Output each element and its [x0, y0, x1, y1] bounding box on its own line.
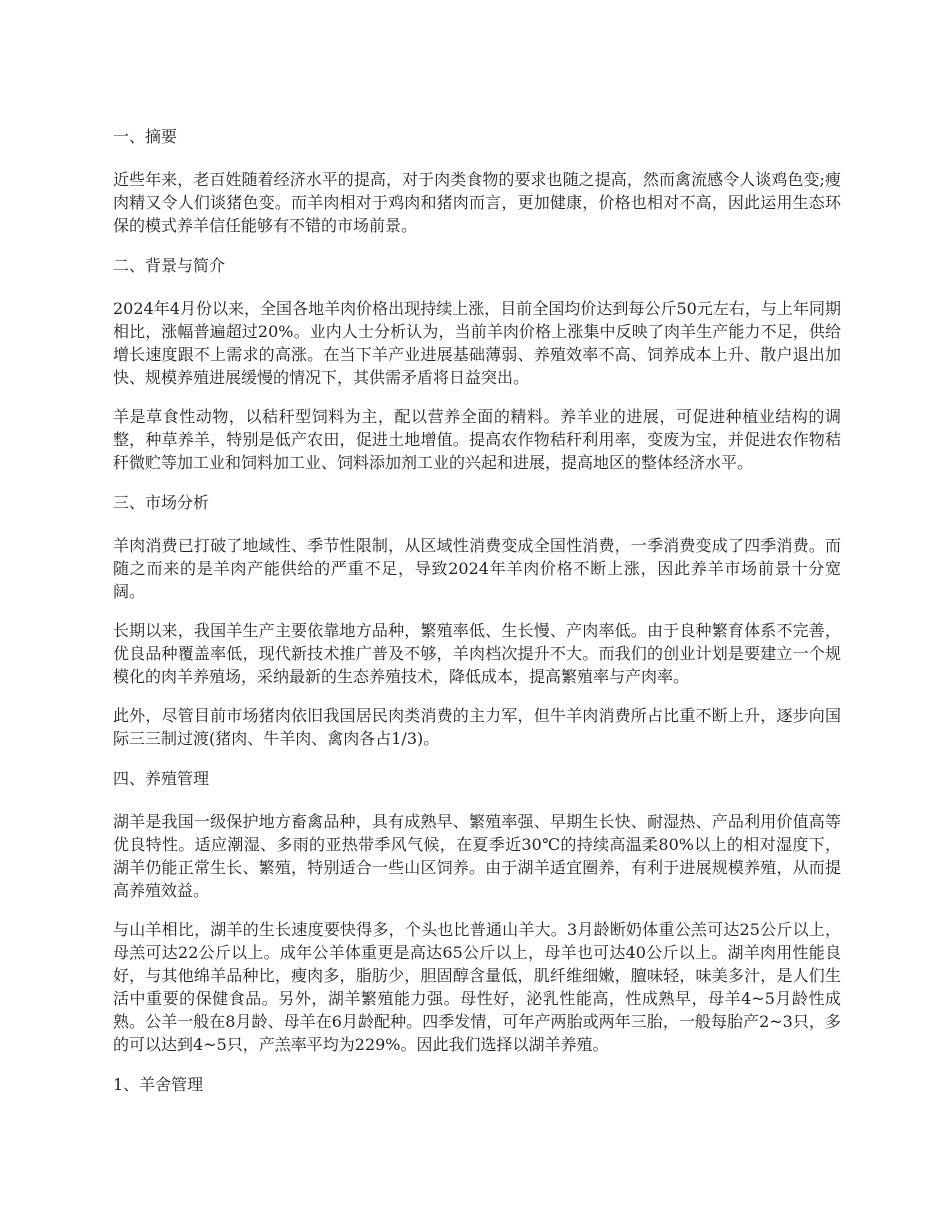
background-paragraph-2: 羊是草食性动物，以秸秆型饲料为主，配以营养全面的精料。养羊业的进展，可促进种植业结构的调整，种草养羊，特别是低产农田，促进土地增值。提高农作物秸秆利用率，变废为宝，并促进农作物秸秆微贮等加工业和饲料加工业、饲料添加剂工业的兴起和进展，提高地区的整体经济水平。 [113, 407, 841, 472]
market-paragraph-1: 羊肉消费已打破了地域性、季节性限制，从区域性消费变成全国性消费，一季消费变成了四季消费。而随之而来的是羊肉产能供给的严重不足，导致2024年羊肉价格不断上涨，因此养羊市场前景十分宽阔。 [113, 536, 841, 601]
section-heading-background: 二、背景与简介 [113, 256, 226, 275]
breeding-paragraph-1: 湖羊是我国一级保护地方畜禽品种，具有成熟早、繁殖率强、早期生长快、耐湿热、产品利用价值高等优良特性。适应潮湿、多雨的亚热带季风气候，在夏季近30℃的持续高温柔80%以上的相对湿度下，湖羊仍能正常生长、繁殖，特别适合一些山区饲养。由于湖羊适宜圈养，有利于进展规模养殖，从而提高养殖效益。 [113, 812, 841, 900]
document-page [113, 124, 841, 1116]
abstract-paragraph: 近些年来，老百姓随着经济水平的提高，对于肉类食物的要求也随之提高，然而禽流感令人谈鸡色变;瘦肉精又令人们谈猪色变。而羊肉相对于鸡肉和猪肉而言，更加健康，价格也相对不高，因此运用生态环保的模式养羊信任能够有不错的市场前景。 [113, 170, 841, 235]
market-paragraph-3: 此外，尽管目前市场猪肉依旧我国居民肉类消费的主力军，但牛羊肉消费所占比重不断上升，逐步向国际三三制过渡(猪肉、牛羊肉、禽肉各占1/3)。 [113, 706, 841, 748]
section-heading-abstract: 一、摘要 [113, 127, 178, 146]
subsection-heading-sheep-house: 1、羊舍管理 [113, 1075, 204, 1094]
section-heading-breeding-management: 四、养殖管理 [113, 769, 210, 788]
market-paragraph-2: 长期以来，我国羊生产主要依靠地方品种，繁殖率低、生长慢、产肉率低。由于良种繁育体系不完善，优良品种覆盖率低，现代新技术推广普及不够，羊肉档次提升不大。而我们的创业计划是要建立一个规模化的肉羊养殖场，采纳最新的生态养殖技术，降低成本，提高繁殖率与产肉率。 [113, 621, 841, 686]
breeding-paragraph-2: 与山羊相比，湖羊的生长速度要快得多，个头也比普通山羊大。3月龄断奶体重公羔可达25公斤以上，母羔可达22公斤以上。成年公羊体重更是高达65公斤以上，母羊也可达40公斤以上。湖羊肉用性能良好，与其他绵羊品种比，瘦肉多，脂肪少，胆固醇含量低，肌纤维细嫩，膻味轻，味美多汁，是人们生活中重要的保健食品。另外，湖羊繁殖能力强。母性好，泌乳性能高，性成熟早，母羊4~5月龄性成熟。公羊一般在8月龄、母羊在6月龄配种。四季发情，可年产两胎或两年三胎，一般每胎产2~3只，多的可以达到4~5只，产羔率平均为229%。因此我们选择以湖羊养殖。 [113, 920, 841, 1054]
background-paragraph-1: 2024年4月份以来，全国各地羊肉价格出现持续上涨，目前全国均价达到每公斤50元左右，与上年同期相比，涨幅普遍超过20%。业内人士分析认为，当前羊肉价格上涨集中反映了肉羊生产能力不足，供给增长速度跟不上需求的高涨。在当下羊产业进展基础薄弱、养殖效率不高、饲养成本上升、散户退出加快、规模养殖进展缓慢的情况下，其供需矛盾将日益突出。 [113, 299, 841, 387]
section-heading-market-analysis: 三、市场分析 [113, 493, 210, 512]
